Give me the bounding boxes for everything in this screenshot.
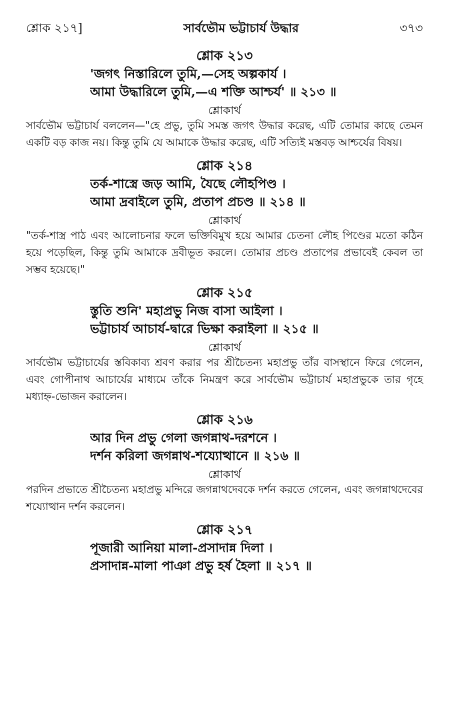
- verse-block: [90, 175, 423, 211]
- verse-line: আমা দ্রবাইলে তুমি, প্রতাপ প্রচণ্ড ॥ ২১৪ ॥: [90, 194, 306, 209]
- translation-title: শ্লোকার্থ: [208, 468, 241, 481]
- verse-line: দর্শন করিলা জগন্নাথ-শয্যোত্থানে ॥ ২১৬ ॥: [90, 448, 300, 463]
- shloka-title: শ্লোক ২১৩: [196, 49, 253, 64]
- page-number: ৩৭৩: [399, 21, 423, 35]
- translation-text: পরদিন প্রভাতে শ্রীচৈতন্য মহাপ্রভু মন্দিরে জগন্নাথদেবকে দর্শন করতে গেলেন, এবং জগন্নাথদেবের শয্যোত্থান দর্শন করলেন।: [26, 484, 423, 513]
- verse-block: [90, 65, 423, 101]
- verse-block: [90, 539, 423, 575]
- shloka-title: শ্লোক ২১৫: [196, 286, 253, 301]
- shloka-section: [26, 412, 423, 516]
- translation-title: শ্লোকার্থ: [208, 104, 241, 117]
- shloka-title: শ্লোক ২১৭: [196, 523, 253, 538]
- header-title: সার্বভৌম ভট্টাচার্য উদ্ধার: [183, 21, 299, 35]
- shloka-title: শ্লোক ২১৪: [196, 159, 253, 174]
- verse-block: [90, 302, 423, 338]
- shloka-title: শ্লোক ২১৬: [196, 413, 253, 428]
- translation-text: সার্বভৌম ভট্টাচার্যের স্তবিকাব্য শ্রবণ করার পর শ্রীচৈতন্য মহাপ্রভু তাঁর বাসস্থানে ফিরে গেলেন, এবং গোপীনাথ আচার্যের মাধ্যমে তাঁকে নিমন্ত্রণ করে সার্বভৌম ভট্টাচার্য মহাপ্রভুকে তার গৃহে মধ্যাহ্ন-ভোজন করালেন।: [26, 357, 423, 403]
- verse-line: আর দিন প্রভু গেলা জগন্নাথ-দরশনে ।: [90, 430, 277, 445]
- verse-line: স্তুতি শুনি' মহাপ্রভু নিজ বাসা আইলা ।: [90, 303, 283, 318]
- verse-line: তর্ক-শাস্ত্রে জড় আমি, যৈছে লৌহপিণ্ড ।: [90, 176, 286, 191]
- shloka-section: [26, 158, 423, 279]
- translation-text: "তর্ক-শাস্ত্র পাঠ এবং আলোচনার ফলে ভক্তিবিমুখ হয়ে আমার চেতনা লৌহ পিণ্ডের মতো কঠিন হয়ে পড়েছিল, কিন্তু তুমি আমাকে দ্রবীভূত করলে। তোমার প্রচণ্ড প্রতাপের প্রভাবেই কেবল তা সম্ভব হয়েছে।": [26, 230, 423, 276]
- verse-line: আমা উদ্ধারিলে তুমি,—এ শক্তি আশ্চর্য' ॥ ২১৩ ॥: [90, 84, 337, 99]
- translation-title: শ্লোকার্থ: [208, 214, 241, 227]
- shloka-section: [26, 48, 423, 152]
- verse-line: ভট্টাচার্য আচার্য-দ্বারে ভিক্ষা করাইলা ॥ ২১৫ ॥: [90, 321, 319, 336]
- shloka-section: [26, 522, 423, 575]
- verse-block: [90, 429, 423, 465]
- header-chapter-ref: শ্লোক ২১৭]: [26, 21, 83, 35]
- shloka-section: [26, 285, 423, 406]
- verse-line: প্রসাদান্ন-মালা পাঞা প্রভু হর্ষ হৈলা ॥ ২১৭ ॥: [90, 558, 312, 573]
- translation-text: সার্বভৌম ভট্টাচার্য বললেন—"হে প্রভু, তুমি সমস্ত জগৎ উদ্ধার করেছ, এটি তোমার কাছে তেমন একটি বড় কাজ নয়। কিন্তু তুমি যে আমাকে উদ্ধার করেছ, এটি সত্যিই মস্তবড় আশ্চর্যের বিষয়।: [26, 120, 423, 149]
- verse-line: 'জগৎ নিস্তারিলে তুমি,—সেহ অল্পকার্য ।: [90, 66, 287, 81]
- translation-title: শ্লোকার্থ: [208, 341, 241, 354]
- verse-line: পূজারী আনিয়া মালা-প্রসাদান্ন দিলা ।: [90, 540, 273, 555]
- running-header: [26, 0, 423, 42]
